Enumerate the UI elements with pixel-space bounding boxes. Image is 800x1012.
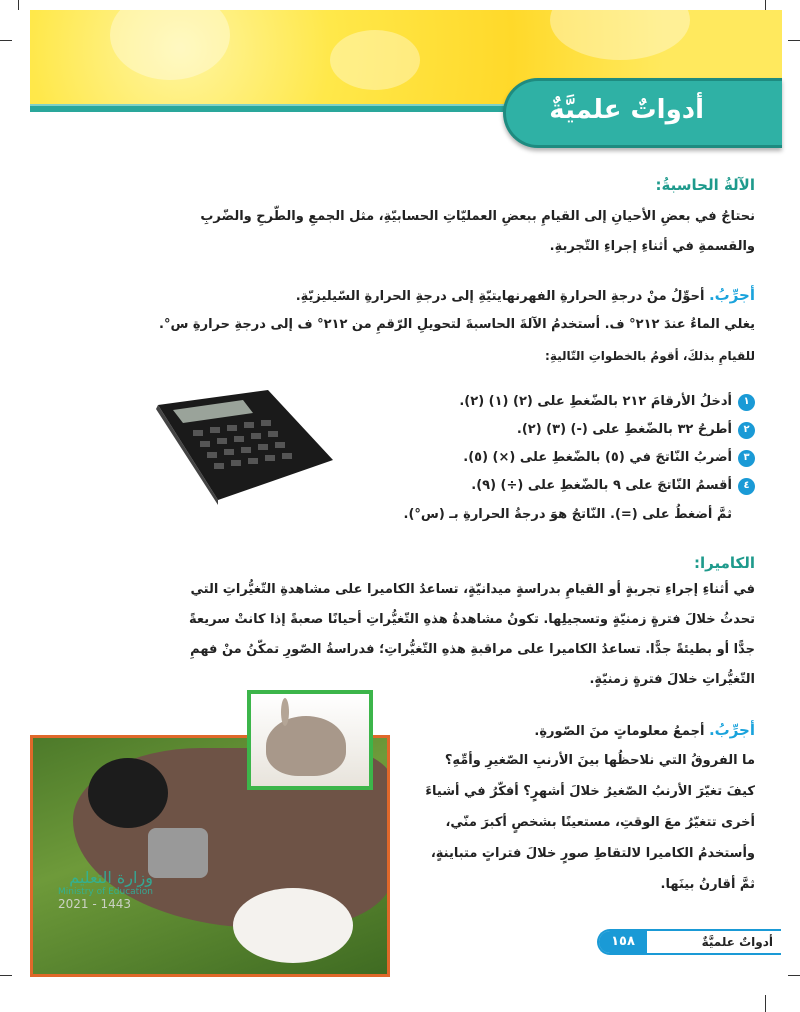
- camera-try-questions: ما الفروقُ التي نلاحظُها بينَ الأرنبِ الصّغيرِ وأمِّهِ؟ كيفَ تغيّرَ الأرنبُ الصّغيرُ خلالَ أشهرٍ؟ أفكّرُ في أشياءَ أخرى تتغيّرُ معَ الوقتِ، مستعينًا بشخصٍ أكبرَ منّي، وأستخدمُ الكاميرا لالتقاطِ صورٍ خلالَ فتراتٍ متباينةٍ، ثمَّ أقارنُ بينَها.: [425, 753, 755, 892]
- crop-mark: [0, 40, 12, 41]
- crop-mark: [765, 0, 766, 10]
- camera-paragraph: في أثناءِ إجراءِ تجربةٍ أو القيامِ بدراسةٍ ميدانيّةٍ، تساعدُ الكاميرا على مشاهدةِ التّغيُّراتِ التي تحدثُ خلالَ فترةٍ زمنيّةٍ وتسجيلِها. تكونُ مشاهدةُ هذهِ التّغيُّراتِ أحيانًا صعبةً إذا كانتْ سريعةً جدًّا أو بطيئةً جدًّا. تساعدُ الكاميرا على مراقبةِ هذهِ التّغيُّراتِ؛ فدراسةُ الصّورِ تمكّنُ منْ فهمِ التّغيُّراتِ خلالَ فترةٍ زمنيّةٍ.: [188, 582, 755, 687]
- step-3: ٣ أضربُ النّاتجَ في (٥) بالضّغطِ على (×) (٥).: [459, 444, 755, 472]
- page-number: ١٥٨: [599, 931, 647, 953]
- crop-mark: [18, 0, 19, 10]
- ministry-watermark: وزارة التعليم Ministry of Education 2021 - 1443: [58, 868, 153, 911]
- final-step: ثمَّ أضغطُ على (=). النّاتجُ هوَ درجةُ الحرارةِ بـ (س°).: [403, 507, 732, 522]
- calculator-image: [148, 385, 338, 505]
- crop-mark: [788, 40, 800, 41]
- calculator-intro: نحتاجُ في بعضِ الأحيانِ إلى القيامِ ببعضِ العمليّاتِ الحسابيّةِ، مثل الجمعِ والطّرحِ والضّربِ والقسمةِ في أثناءِ إجراءِ التّجربةِ.: [200, 209, 755, 254]
- page-title: أدواتٌ علميَّةٌ: [549, 95, 704, 125]
- step-4: ٤ أقسمُ النّاتجَ على ٩ بالضّغطِ على (÷) (٩).: [459, 472, 755, 500]
- calculator-heading: الآلةُ الحاسبةُ:: [655, 176, 755, 194]
- camera-try: أجرِّبُ. أجمعُ معلوماتٍ منَ الصّورةِ.: [534, 721, 755, 739]
- crop-mark: [765, 995, 766, 1012]
- crop-mark: [0, 975, 12, 976]
- crop-mark: [788, 975, 800, 976]
- calculator-try: أجرِّبُ. أحوِّلُ منْ درجةِ الحرارةِ الفهرنهايتيّةِ إلى درجةِ الحرارةِ السّيليزيّةِ.: [295, 286, 755, 304]
- step-1: ١ أدخلُ الأرقامَ ٢١٢ بالضّغطِ على (٢) (١) (٢).: [459, 388, 755, 416]
- header-stripe: [30, 104, 530, 112]
- boil-text: يغلي الماءُ عندَ ٢١٢° ف. أستخدمُ الآلةَ الحاسبةَ لتحويلِ الرّقمِ من ٢١٢° ف إلى درجةِ حرارةِ س°.: [159, 317, 755, 332]
- camera-heading: الكاميرا:: [693, 554, 755, 572]
- footer-chapter-label: أدواتٌ علميَّةٌ: [701, 935, 773, 949]
- step-2: ٢ أطرحُ ٣٢ بالضّغطِ على (-) (٣) (٢).: [459, 416, 755, 444]
- steps-list: [459, 388, 755, 500]
- baby-rabbit-photo: [247, 690, 373, 790]
- steps-intro: للقيامِ بذلكَ، أقومُ بالخطواتِ التّاليةِ:: [545, 349, 755, 363]
- page-footer: [597, 929, 781, 955]
- title-banner: [503, 78, 782, 148]
